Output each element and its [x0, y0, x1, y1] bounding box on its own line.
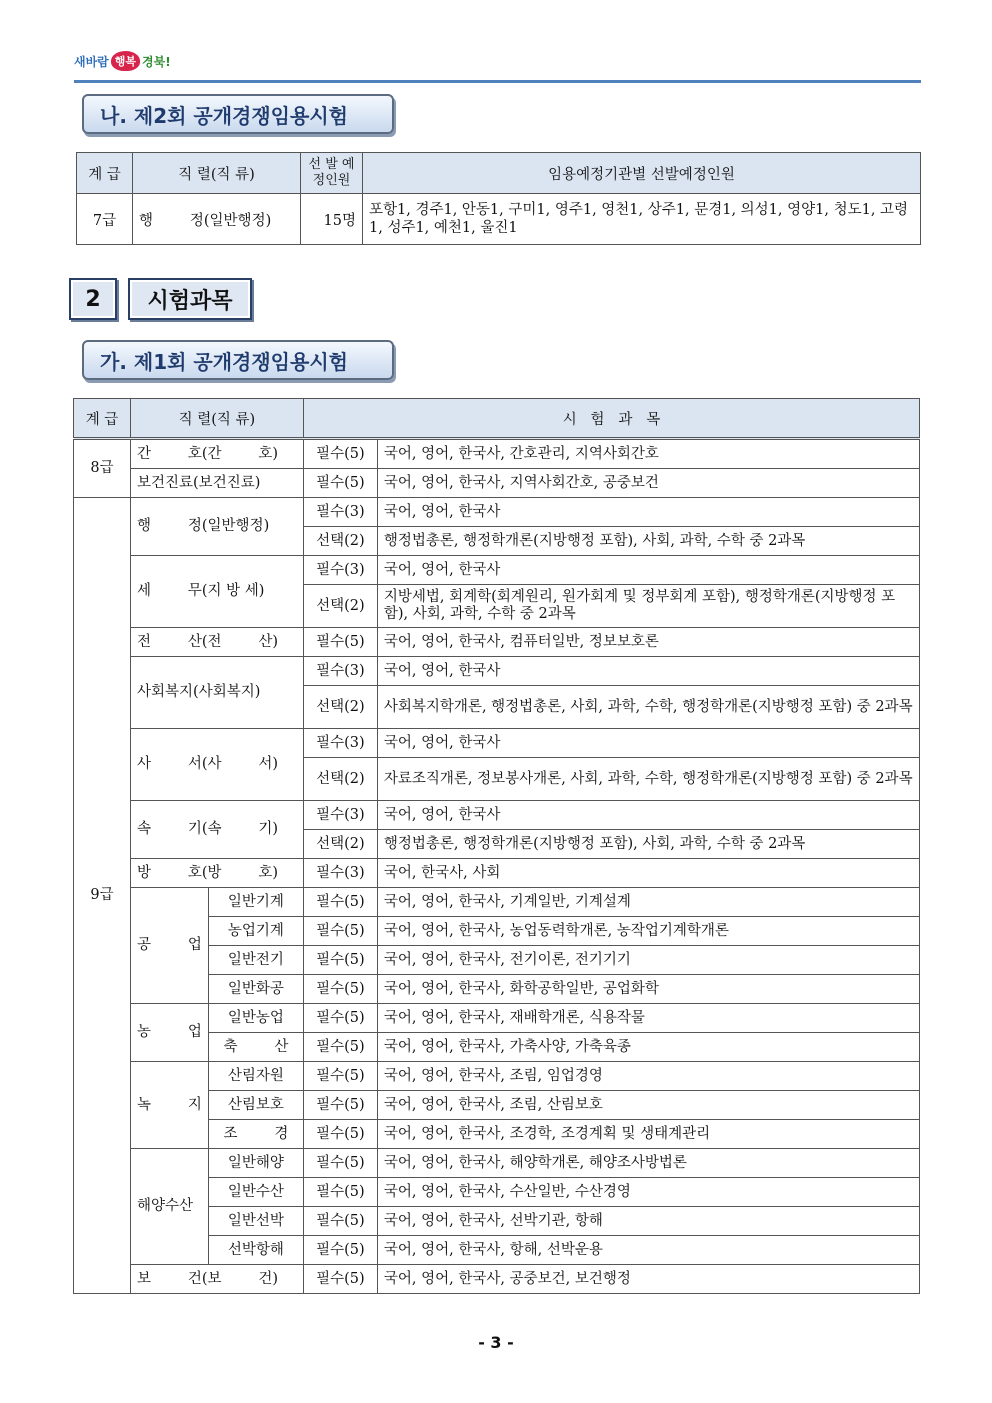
cell-type: 필수(5) — [303, 469, 377, 498]
cell-type: 필수(5) — [303, 439, 377, 469]
cell-type: 필수(5) — [303, 1062, 377, 1091]
cell-type: 필수(5) — [303, 1265, 377, 1294]
cell-job: 행 정(일반행정) — [133, 194, 301, 245]
cell-subjects: 국어, 영어, 한국사, 농업동력학개론, 농작업기계학개론 — [377, 917, 919, 946]
cell-grade: 9급 — [74, 498, 131, 1294]
cell-sub-job: 일반해양 — [208, 1149, 303, 1178]
cell-job: 세 무(지 방 세) — [131, 556, 304, 628]
cell-type: 필수(5) — [303, 1236, 377, 1265]
cell-type: 필수(3) — [303, 729, 377, 758]
cell-type: 필수(5) — [303, 628, 377, 657]
cell-sub-job: 일반농업 — [208, 1004, 303, 1033]
section-number: 2 — [69, 278, 117, 320]
allocation-table — [76, 152, 921, 245]
cell-subjects: 국어, 영어, 한국사 — [377, 657, 919, 686]
cell-subjects: 국어, 영어, 한국사, 조림, 산림보호 — [377, 1091, 919, 1120]
logo-text-1: 새바람 — [74, 54, 109, 69]
cell-agencies: 포항1, 경주1, 안동1, 구미1, 영주1, 영천1, 상주1, 문경1, 의성1, 영양1, 청도1, 고령1, 성주1, 예천1, 울진1 — [363, 194, 921, 245]
col-header-job: 직 렬(직 류) — [131, 399, 304, 439]
cell-sub-job: 축 산 — [208, 1033, 303, 1062]
table-row — [74, 888, 920, 917]
header-rule — [74, 80, 921, 83]
cell-sub-job: 일반기계 — [208, 888, 303, 917]
cell-job: 사회복지(사회복지) — [131, 657, 304, 729]
subjects-table — [73, 398, 920, 1294]
cell-subjects: 국어, 영어, 한국사 — [377, 556, 919, 585]
cell-subjects: 지방세법, 회계학(회계원리, 원가회계 및 정부회계 포함), 행정학개론(지방행정 포함), 사회, 과학, 수학 중 2과목 — [377, 585, 919, 628]
table-row — [74, 498, 920, 527]
table-row — [74, 1062, 920, 1091]
cell-job: 간 호(간 호) — [131, 439, 304, 469]
cell-type: 필수(5) — [303, 888, 377, 917]
cell-type: 필수(5) — [303, 1207, 377, 1236]
cell-count: 15명 — [301, 194, 363, 245]
cell-type: 필수(3) — [303, 556, 377, 585]
cell-job: 속 기(속 기) — [131, 801, 304, 859]
cell-job-group: 해양수산 — [131, 1149, 209, 1265]
cell-subjects: 국어, 영어, 한국사, 항해, 선박운용 — [377, 1236, 919, 1265]
section-title: 시험과목 — [128, 278, 252, 320]
cell-sub-job: 산림자원 — [208, 1062, 303, 1091]
cell-type: 필수(5) — [303, 917, 377, 946]
cell-subjects: 자료조직개론, 정보봉사개론, 사회, 과학, 수학, 행정학개론(지방행정 포함) 중 2과목 — [377, 758, 919, 801]
cell-job-group: 공 업 — [131, 888, 209, 1004]
cell-type: 필수(5) — [303, 1091, 377, 1120]
cell-job: 보 건(보 건) — [131, 1265, 304, 1294]
cell-type: 필수(3) — [303, 498, 377, 527]
cell-type: 필수(5) — [303, 1033, 377, 1062]
cell-type: 필수(5) — [303, 1004, 377, 1033]
table-row — [74, 628, 920, 657]
cell-subjects: 국어, 영어, 한국사, 화학공학일반, 공업화학 — [377, 975, 919, 1004]
cell-sub-job: 조 경 — [208, 1120, 303, 1149]
cell-type: 필수(5) — [303, 975, 377, 1004]
cell-type: 필수(5) — [303, 1120, 377, 1149]
logo-text-3: 경북! — [142, 54, 171, 69]
cell-subjects: 국어, 영어, 한국사, 컴퓨터일반, 정보보호론 — [377, 628, 919, 657]
cell-job: 전 산(전 산) — [131, 628, 304, 657]
cell-job: 방 호(방 호) — [131, 859, 304, 888]
col-header-count: 선 발 예정인원 — [301, 153, 363, 194]
table-row — [74, 859, 920, 888]
cell-sub-job: 일반화공 — [208, 975, 303, 1004]
table-row — [74, 801, 920, 830]
table-row — [74, 1004, 920, 1033]
cell-subjects: 국어, 영어, 한국사, 지역사회간호, 공중보건 — [377, 469, 919, 498]
cell-sub-job: 농업기계 — [208, 917, 303, 946]
table-row — [74, 1265, 920, 1294]
cell-subjects: 국어, 영어, 한국사, 기계일반, 기계설계 — [377, 888, 919, 917]
cell-subjects: 국어, 영어, 한국사, 수산일반, 수산경영 — [377, 1178, 919, 1207]
cell-type: 필수(3) — [303, 801, 377, 830]
cell-subjects: 국어, 영어, 한국사, 조경학, 조경계획 및 생태계관리 — [377, 1120, 919, 1149]
col-header-job: 직 렬(직 류) — [133, 153, 301, 194]
cell-job: 행 정(일반행정) — [131, 498, 304, 556]
cell-type: 필수(5) — [303, 1178, 377, 1207]
cell-grade: 7급 — [77, 194, 133, 245]
col-header-agencies: 임용예정기관별 선발예정인원 — [363, 153, 921, 194]
cell-type: 필수(3) — [303, 657, 377, 686]
cell-subjects: 사회복지학개론, 행정법총론, 사회, 과학, 수학, 행정학개론(지방행정 포함) 중 2과목 — [377, 686, 919, 729]
cell-job-group: 농 업 — [131, 1004, 209, 1062]
subsection-heading-ga: 가. 제1회 공개경쟁임용시험 — [82, 340, 394, 380]
cell-subjects: 국어, 영어, 한국사, 공중보건, 보건행정 — [377, 1265, 919, 1294]
cell-sub-job: 일반선박 — [208, 1207, 303, 1236]
table-row — [74, 439, 920, 469]
cell-subjects: 행정법총론, 행정학개론(지방행정 포함), 사회, 과학, 수학 중 2과목 — [377, 830, 919, 859]
cell-subjects: 국어, 영어, 한국사, 선박기관, 항해 — [377, 1207, 919, 1236]
cell-subjects: 국어, 영어, 한국사 — [377, 801, 919, 830]
subsection-heading-na: 나. 제2회 공개경쟁임용시험 — [82, 94, 394, 134]
table-row — [74, 729, 920, 758]
cell-type: 선택(2) — [303, 758, 377, 801]
cell-subjects: 국어, 영어, 한국사, 해양학개론, 해양조사방법론 — [377, 1149, 919, 1178]
logo-heart-icon: 행복 — [111, 51, 140, 71]
cell-subjects: 국어, 영어, 한국사, 조림, 임업경영 — [377, 1062, 919, 1091]
col-header-subjects: 시 험 과 목 — [303, 399, 919, 439]
cell-sub-job: 일반전기 — [208, 946, 303, 975]
cell-type: 필수(5) — [303, 1149, 377, 1178]
cell-type: 선택(2) — [303, 686, 377, 729]
cell-subjects: 국어, 영어, 한국사, 전기이론, 전기기기 — [377, 946, 919, 975]
cell-subjects: 국어, 영어, 한국사 — [377, 729, 919, 758]
cell-type: 선택(2) — [303, 830, 377, 859]
cell-type: 필수(5) — [303, 946, 377, 975]
col-header-grade: 계 급 — [77, 153, 133, 194]
cell-job: 사 서(사 서) — [131, 729, 304, 801]
col-header-grade: 계 급 — [74, 399, 131, 439]
cell-type: 선택(2) — [303, 527, 377, 556]
cell-job-group: 녹 지 — [131, 1062, 209, 1149]
cell-subjects: 국어, 영어, 한국사, 간호관리, 지역사회간호 — [377, 439, 919, 469]
cell-type: 선택(2) — [303, 585, 377, 628]
table-row — [74, 657, 920, 686]
cell-subjects: 행정법총론, 행정학개론(지방행정 포함), 사회, 과학, 수학 중 2과목 — [377, 527, 919, 556]
cell-type: 필수(3) — [303, 859, 377, 888]
table-row — [77, 194, 921, 245]
cell-sub-job: 선박항해 — [208, 1236, 303, 1265]
table-row — [74, 556, 920, 585]
cell-sub-job: 일반수산 — [208, 1178, 303, 1207]
logo — [74, 48, 171, 74]
cell-subjects: 국어, 영어, 한국사, 재배학개론, 식용작물 — [377, 1004, 919, 1033]
table-row — [74, 469, 920, 498]
table-row — [74, 1149, 920, 1178]
page-number: - 3 - — [478, 1333, 514, 1352]
cell-grade: 8급 — [74, 439, 131, 498]
cell-sub-job: 산림보호 — [208, 1091, 303, 1120]
cell-job: 보건진료(보건진료) — [131, 469, 304, 498]
cell-subjects: 국어, 한국사, 사회 — [377, 859, 919, 888]
cell-subjects: 국어, 영어, 한국사, 가축사양, 가축육종 — [377, 1033, 919, 1062]
cell-subjects: 국어, 영어, 한국사 — [377, 498, 919, 527]
